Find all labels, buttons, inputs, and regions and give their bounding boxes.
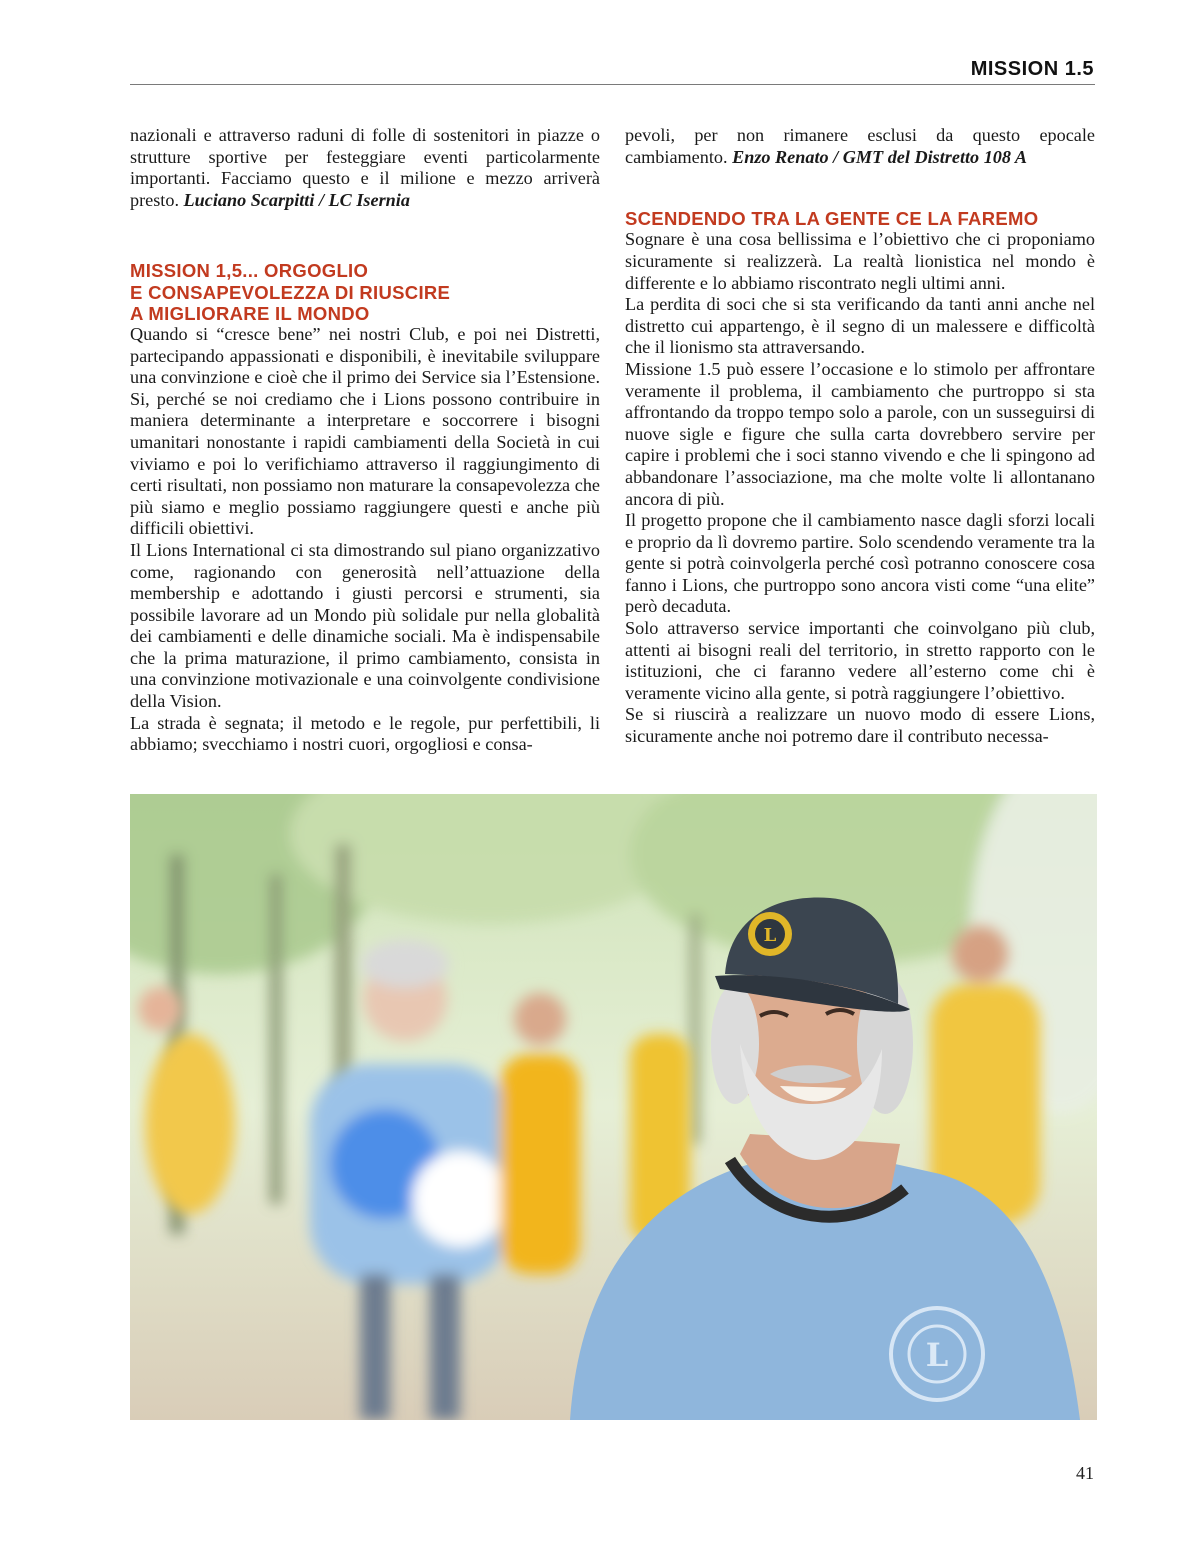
left-paragraph-2: Quando si “cresce bene” nei nostri Club, e poi nei Distretti, partecipando appassionati e disponibili, è inevitabile sviluppare una convinzione e cioè che il primo dei Service sia l’Estensione. Si, perché se noi crediamo che i Lions possono contribuire in maniera determinante a interpretare e soccorrere i bisogni umanitari nonostante i rapidi cambiamenti della Società in cui viviamo e poi lo verifichiamo attraverso il raggiungimento di certi risultati, non possiamo non maturare la consapevolezza che più siamo e meglio possiamo raggiungere questi e anche più difficili obiettivi. — [130, 323, 600, 539]
section-heading-orgoglio: MISSION 1,5... ORGOGLIO E CONSAPEVOLEZZA DI RIUSCIRE A MIGLIORARE IL MONDO — [130, 260, 451, 324]
left-paragraph-3: Il Lions International ci sta dimostrando sul piano organizzativo come, ragionando con generosità nell’attuazione della membership e adottando i giusti percorsi e strumenti, sia possibile lavorare ad un Mondo più solidale pur nella globalità dei cambiamenti e delle dinamiche sociali. Ma è indispensabile che la prima maturazione, il primo cambiamento, consista in una convinzione motivazionale e una coinvolgente condivisione della Vision. — [130, 539, 600, 712]
right-paragraph-2: Sognare è una cosa bellissima e l’obiettivo che ci proponiamo sicuramente si realizzerà. La realtà lionistica nel mondo è differente e lo abbiamo riscontrato negli ultimi anni. — [625, 229, 1095, 293]
page-number: 41 — [1076, 1463, 1094, 1483]
shirt-logo-text: L — [925, 1336, 949, 1374]
right-paragraph-7: Se si riuscirà a realizzare un nuovo modo di essere Lions, sicuramente anche noi potremo dare il contributo necessa- — [625, 704, 1095, 747]
lions-walk-photo — [130, 794, 1097, 1420]
header-divider — [130, 84, 1095, 85]
right-paragraph-3: La perdita di soci che si sta verificando da tanti anni anche nel distretto cui appartengo, è il segno di un malessere e difficoltà che il lionismo sta attraversando. — [625, 294, 1095, 358]
left-column — [130, 125, 600, 756]
section-heading-scendendo: SCENDENDO TRA LA GENTE CE LA FAREMO — [625, 208, 1039, 230]
right-paragraph-6: Solo attraverso service importanti che coinvolgano più club, attenti ai bisogni reali del territorio, in stretto rapporto con le istituzioni, che ci faranno vedere all’esterno come chi è veramente vicino alla gente, si potrà raggiungere l’obiettivo. — [625, 618, 1095, 703]
left-paragraph-4: La strada è segnata; il metodo e le regole, pur perfettibili, li abbiamo; svecchiamo i nostri cuori, orgogliosi e consa- — [130, 712, 600, 755]
running-header: MISSION 1.5 — [970, 58, 1094, 80]
cap-logo-text: L — [763, 925, 777, 946]
photo-lions-walk-icon — [130, 794, 1097, 1420]
right-paragraph-5: Il progetto propone che il cambiamento nasce dagli sforzi locali e proprio da lì dovremo partire. Solo scendendo veramente tra la gente si potrà coinvolgerla perché così potranno conoscere cosa fanno i Lions, che purtroppo sono ancora visti come “una elite” però decaduta. — [625, 510, 1095, 617]
right-paragraph-4: Missione 1.5 può essere l’occasione e lo stimolo per affrontare veramente il problema, il cambiamento che purtroppo si sta affrontando da troppo tempo solo a parole, con un susseguirsi di nuove sigle e figure che sulla carta dovrebbero servire per capire i problemi che i soci stanno vivendo e che li spingono ad abbandonare l’associazione, ma che molte volte li allontanano ancora di più. — [625, 358, 1095, 509]
signature-scarpitti: Luciano Scarpitti / LC Isernia — [183, 189, 410, 210]
right-paragraph-1: pevoli, per non rimanere esclusi da questo epocale cambiamento. Enzo Renato / GMT del Distretto 108 A — [625, 125, 1095, 167]
signature-renato: Enzo Renato / GMT del Distretto 108 A — [732, 146, 1027, 167]
left-paragraph-1: nazionali e attraverso raduni di folle di sostenitori in piazze o strutture sportive per festeggiare eventi particolarmente importanti. Facciamo questo e il milione e mezzo arriverà presto. Luciano Scarpitti / LC Isernia — [130, 125, 600, 210]
right-column — [625, 125, 1095, 748]
